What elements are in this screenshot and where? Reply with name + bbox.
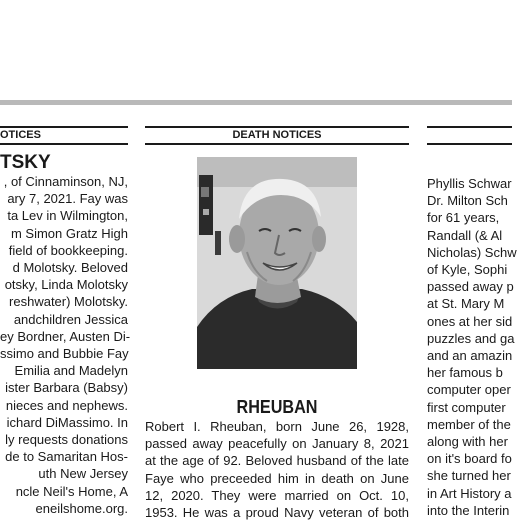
text-line: Randall (& Al (427, 227, 503, 243)
right-obituary-text (427, 175, 517, 519)
text-line: field of bookkeeping. (8, 242, 128, 258)
text-line: passed away peacefully on January 8, 2021 (145, 436, 409, 452)
text-line: reshwater) Molotsky. (9, 294, 128, 310)
text-line: ssimo and Bubbie Fay (0, 346, 129, 362)
text-line: along with her (427, 434, 508, 450)
text-line: Nicholas) Schw (427, 244, 517, 260)
left-obituary-text (0, 173, 131, 517)
text-line: Emilia and Madelyn (14, 363, 128, 379)
text-line: she turned her (427, 468, 511, 484)
text-line: otsky, Linda Molotsky (4, 277, 128, 293)
text-line: for 61 years, (427, 210, 500, 226)
text-line: ary 7, 2021. Fay was (7, 191, 128, 207)
text-line: member of the (427, 416, 511, 432)
text-line: ey Bordner, Austen Di- (0, 328, 131, 344)
middle-obituary-column (145, 126, 409, 521)
text-line: and an amazin (427, 348, 513, 364)
text-line: computer oper (427, 382, 511, 398)
text-line: puzzles and ga (427, 330, 515, 346)
text-line: d Molotsky. Beloved (12, 260, 128, 276)
text-line: ones at her sid (427, 313, 513, 329)
middle-obituary-name: RHEUBAN (236, 397, 318, 417)
text-line: , of Cinnaminson, NJ, (3, 174, 128, 189)
left-obituary-column (0, 126, 131, 516)
text-line: first computer (427, 399, 506, 415)
text-line: Faye who preceeded him in death on June (145, 470, 409, 486)
obituary-photo (197, 157, 357, 369)
text-line: de to Samaritan Hos- (5, 449, 128, 465)
text-line: nieces and nephews. (5, 397, 128, 413)
text-line: ister Barbara (Babsy) (5, 380, 128, 396)
text-line: ly requests donations (5, 432, 128, 448)
text-line: passed away p (427, 279, 514, 295)
text-line: on it's board fo (427, 451, 512, 467)
text-line: at St. Mary M (427, 296, 505, 312)
middle-section-header: DEATH NOTICES (145, 126, 409, 145)
text-line: andchildren Jessica (13, 311, 128, 327)
text-line: at the age of 92. Beloved husband of the late (145, 453, 409, 469)
portrait-image (197, 157, 357, 369)
text-line: Dr. Milton Sch (427, 193, 508, 209)
text-line: ncle Neil's Home, A (15, 483, 128, 499)
right-obituary-column (427, 126, 517, 518)
text-line: 12, 2020. They were married on Oct. 10, (145, 487, 409, 503)
text-line: 1953. He was a proud Navy veteran of both (145, 505, 409, 521)
middle-obituary-text (145, 418, 409, 521)
left-obituary-name: TSKY (0, 152, 51, 173)
text-line: her famous b (427, 365, 503, 381)
text-line: ta Lev in Wilmington, (7, 208, 128, 224)
text-line: eneilshome.org. (35, 500, 128, 516)
text-line: into the Interin (427, 502, 510, 518)
text-line: Robert I. Rheuban, born June 26, 1928, (145, 419, 409, 434)
right-section-header (427, 126, 512, 145)
text-line: of Kyle, Sophi (427, 262, 508, 278)
top-divider (0, 100, 512, 105)
text-line: Phyllis Schwar (427, 176, 512, 191)
text-line: ichard DiMassimo. In (6, 414, 128, 430)
text-line: m Simon Gratz High (10, 225, 128, 241)
left-section-header: OTICES (0, 126, 128, 145)
text-line: uth New Jersey (38, 466, 128, 482)
text-line: in Art History a (427, 485, 512, 501)
